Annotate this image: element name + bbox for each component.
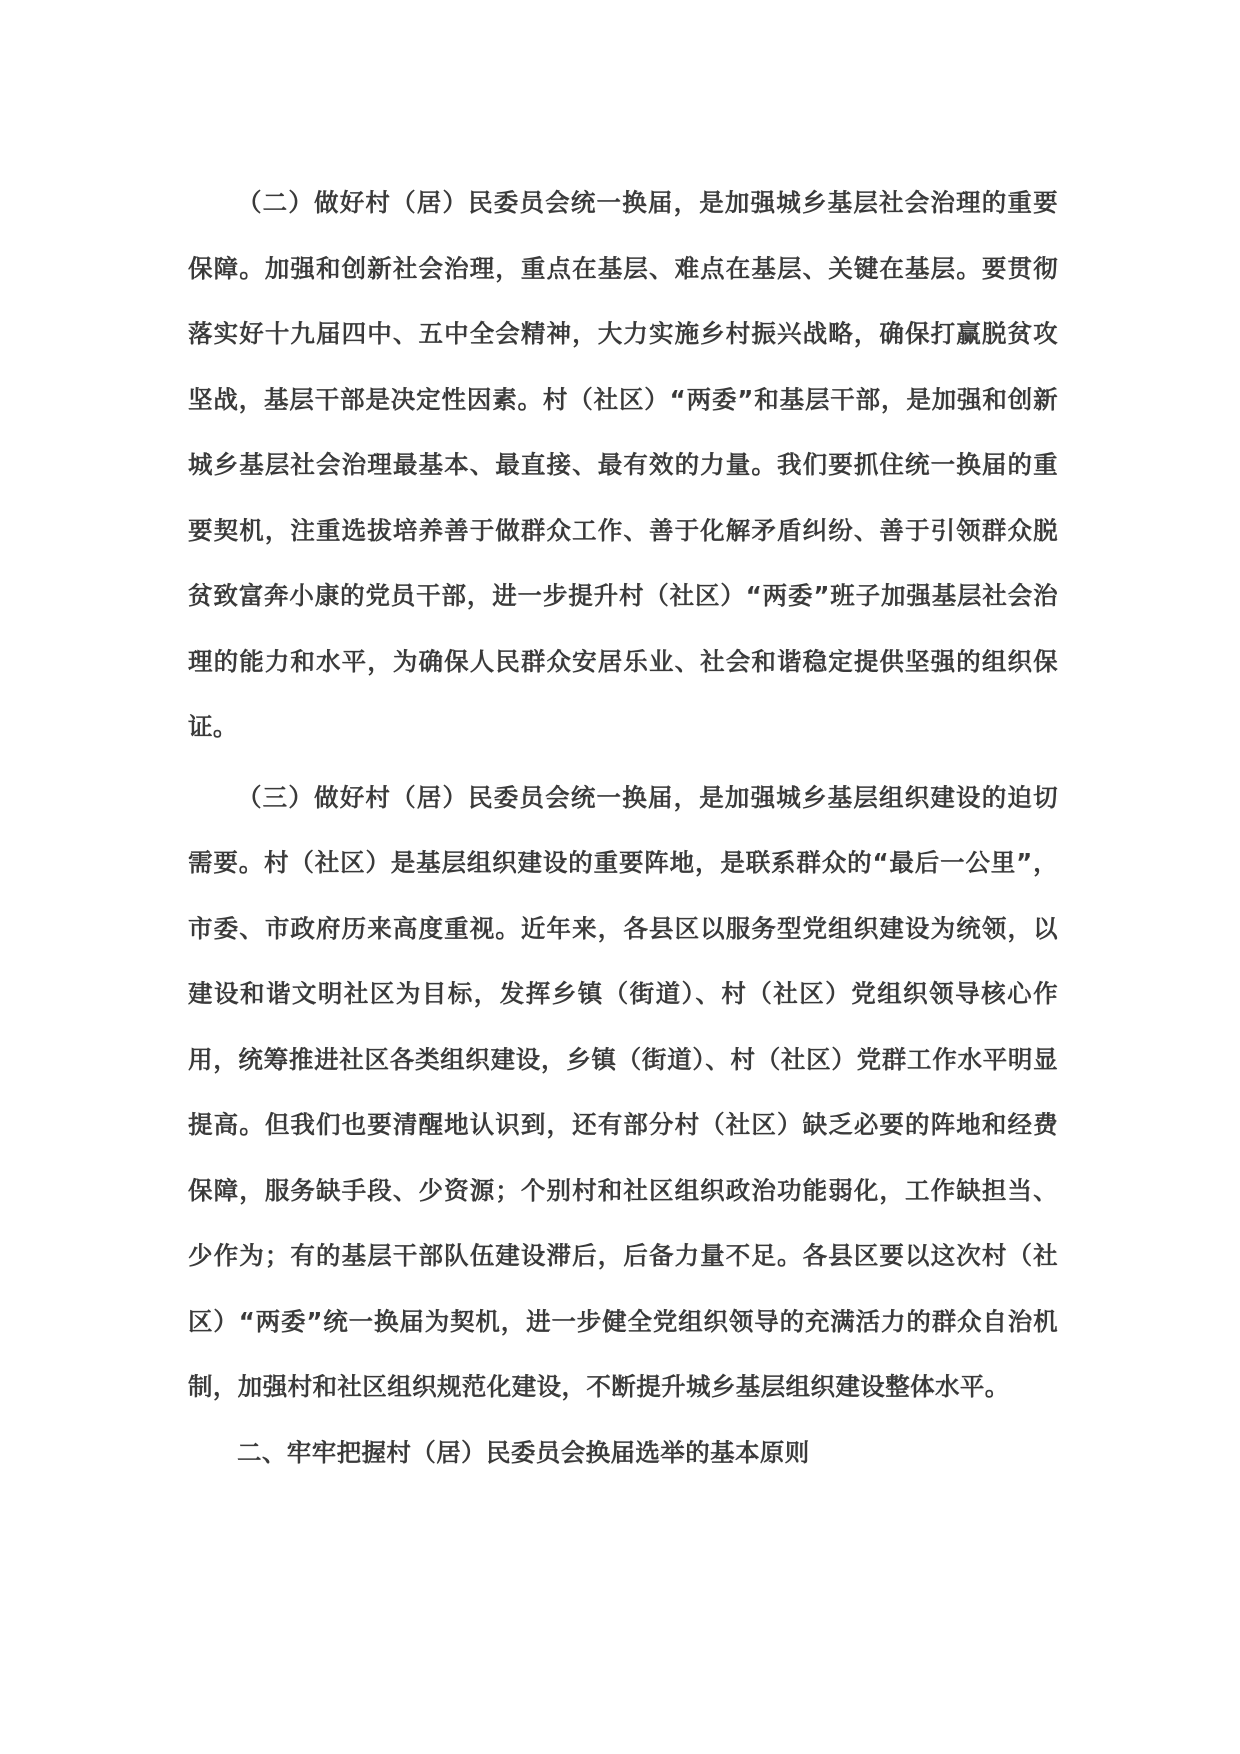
section-heading: 二、牢牢把握村（居）民委员会换届选举的基本原则 xyxy=(237,1437,810,1467)
paragraph-3: （三）做好村（居）民委员会统一换届，是加强城乡基层组织建设的迫切需要。村（社区）是基层组织建设的重要阵地，是联系群众的“最后一公里”，市委、市政府历来高度重视。近年来，各县区以服务型党组织建设为统领，以建设和谐文明社区为目标，发挥乡镇（街道）、村（社区）党组织领导核心作用，统筹推进社区各类组织建设，乡镇（街道）、村（社区）党群工作水平明显提高。但我们也要清醒地认识到，还有部分村（社区）缺乏必要的阵地和经费保障，服务缺手段、少资源；个别村和社区组织政治功能弱化，工作缺担当、少作为；有的基层干部队伍建设滞后，后备力量不足。各县区要以这次村（社区）“两委”统一换届为契机，进一步健全党组织领导的充满活力的群众自治机制，加强村和社区组织规范化建设，不断提升城乡基层组织建设整体水平。 xyxy=(188,782,1058,1401)
document-body xyxy=(188,170,1058,1482)
paragraph-2: （二）做好村（居）民委员会统一换届，是加强城乡基层社会治理的重要保障。加强和创新社会治理，重点在基层、难点在基层、关键在基层。要贯彻落实好十九届四中、五中全会精神，大力实施乡村振兴战略，确保打赢脱贫攻坚战，基层干部是决定性因素。村（社区）“两委”和基层干部，是加强和创新城乡基层社会治理最基本、最直接、最有效的力量。我们要抓住统一换届的重要契机，注重选拔培养善于做群众工作、善于化解矛盾纠纷、善于引领群众脱贫致富奔小康的党员干部，进一步提升村（社区）“两委”班子加强基层社会治理的能力和水平，为确保人民群众安居乐业、社会和谐稳定提供坚强的组织保证。 xyxy=(188,188,1058,741)
